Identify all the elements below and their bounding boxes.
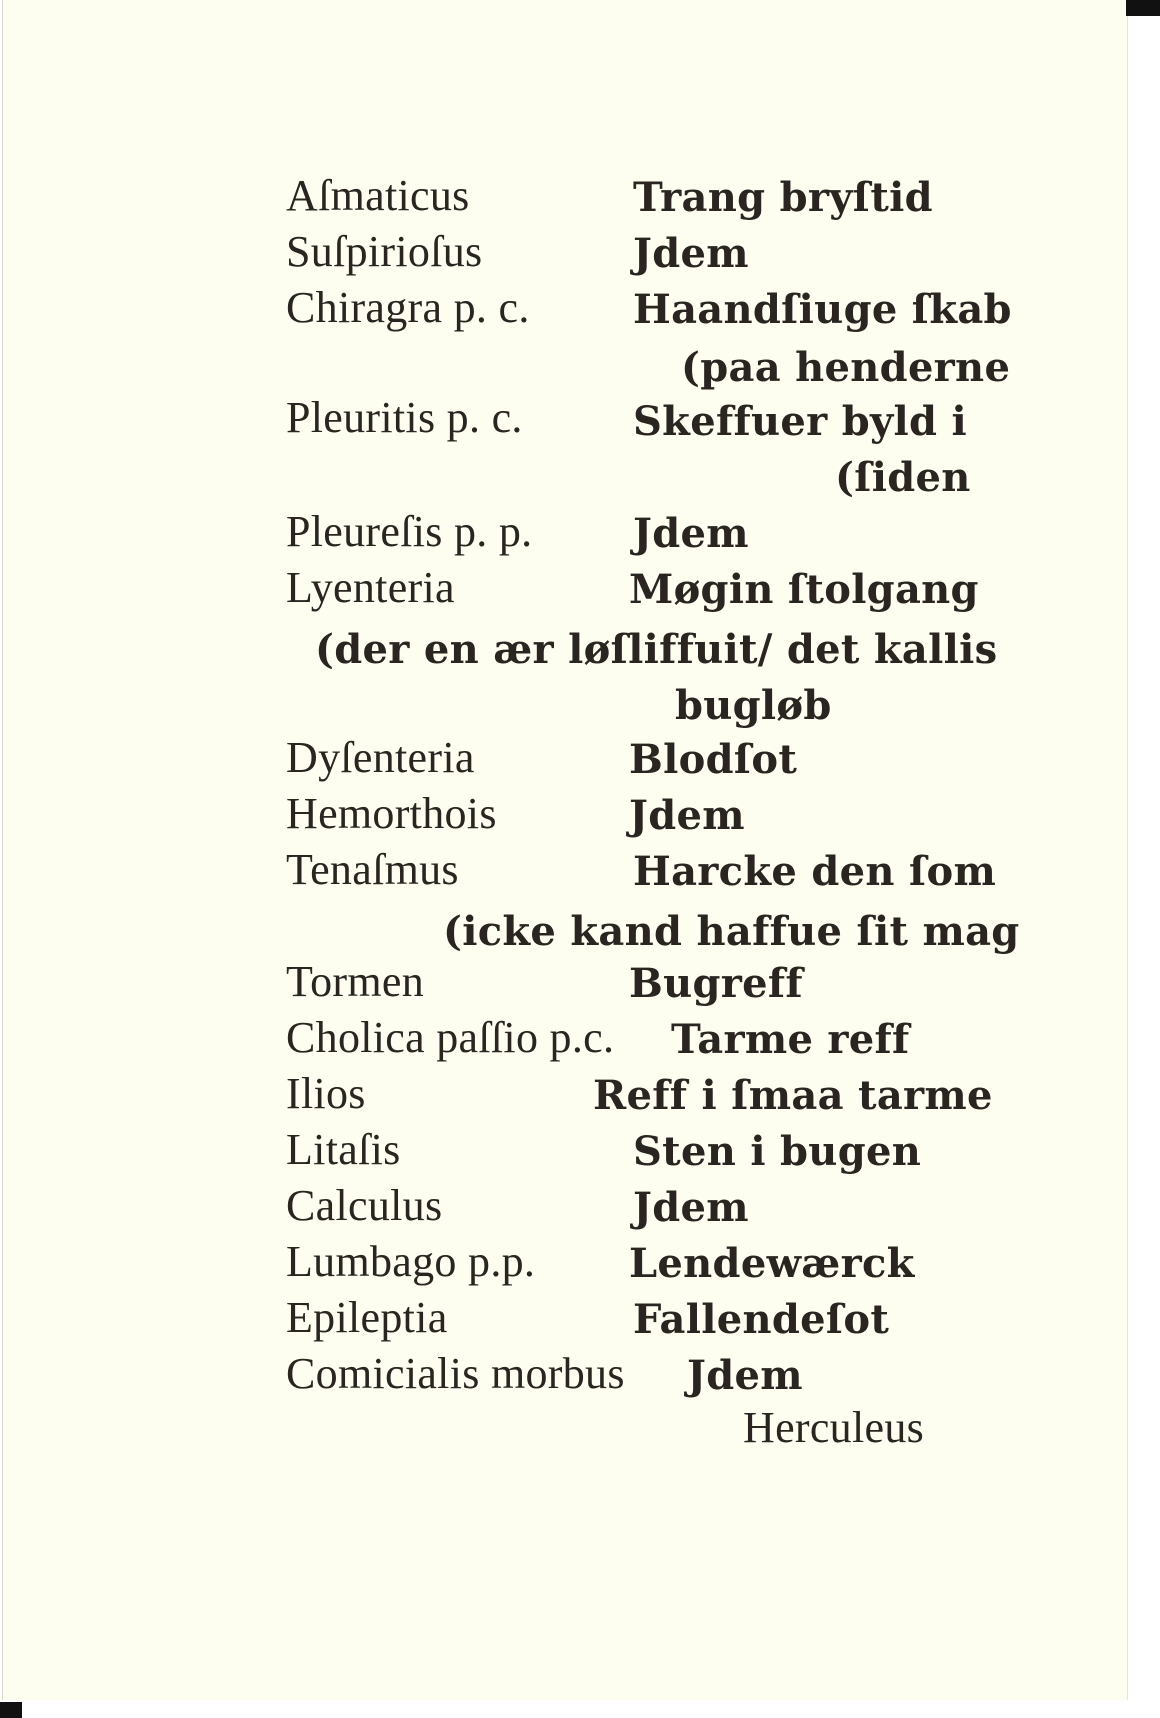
danish-term: Reff i ſmaa tarme xyxy=(593,1072,993,1119)
danish-term: Møgin ſtolgang xyxy=(629,566,979,613)
latin-term: Ilios xyxy=(286,1069,366,1118)
danish-term: Blodſot xyxy=(629,736,798,783)
danish-term: Bugreff xyxy=(629,960,803,1007)
latin-term: Aſmaticus xyxy=(286,171,470,220)
danish-term: Haandſiuge ſkab xyxy=(633,286,1012,333)
latin-term: Hemorthois xyxy=(286,789,497,838)
danish-continuation: (der en ær løſliffuit/ det kallis xyxy=(315,626,998,673)
latin-term: Calculus xyxy=(286,1181,443,1230)
danish-continuation: bugløb xyxy=(675,682,832,729)
latin-continuation: Herculeus xyxy=(743,1403,925,1452)
latin-term: Comicialis morbus xyxy=(286,1349,625,1398)
danish-term: Fallendeſot xyxy=(633,1296,890,1343)
latin-term: Lumbago p.p. xyxy=(286,1237,536,1286)
latin-term: Litaſis xyxy=(286,1125,401,1174)
danish-term: Trang bryſtid xyxy=(633,174,933,221)
danish-term: Sten i bugen xyxy=(633,1128,922,1175)
latin-term: Dyſenteria xyxy=(286,733,475,782)
latin-term: Pleureſis p. p. xyxy=(286,507,533,556)
latin-term: Suſpirioſus xyxy=(286,227,483,276)
latin-term: Pleuritis p. c. xyxy=(286,393,523,442)
danish-term: Jdem xyxy=(633,1184,749,1231)
danish-term: Jdem xyxy=(687,1352,803,1399)
scan-edge-mark xyxy=(0,1702,22,1718)
latin-term: Tormen xyxy=(286,957,425,1006)
latin-term: Chiragra p. c. xyxy=(286,283,530,332)
latin-term: Tenaſmus xyxy=(286,845,459,894)
latin-term: Cholica paſſio p.c. xyxy=(286,1013,615,1062)
book-page xyxy=(2,0,1128,1700)
scan-edge-mark xyxy=(1126,0,1160,16)
danish-term: Lendewærck xyxy=(629,1240,915,1287)
danish-term: Jdem xyxy=(633,230,749,277)
danish-term: Skeffuer byld i xyxy=(633,398,967,445)
latin-term: Epileptia xyxy=(286,1293,448,1342)
danish-continuation: (ſiden xyxy=(835,454,971,501)
danish-continuation: (paa henderne xyxy=(681,344,1011,391)
danish-continuation: (icke kand haffue ſit mag xyxy=(443,908,1020,955)
danish-term: Tarme reff xyxy=(671,1016,910,1063)
danish-term: Jdem xyxy=(629,792,745,839)
latin-term: Lyenteria xyxy=(286,563,455,612)
danish-term: Harcke den ſom xyxy=(633,848,997,895)
danish-term: Jdem xyxy=(633,510,749,557)
